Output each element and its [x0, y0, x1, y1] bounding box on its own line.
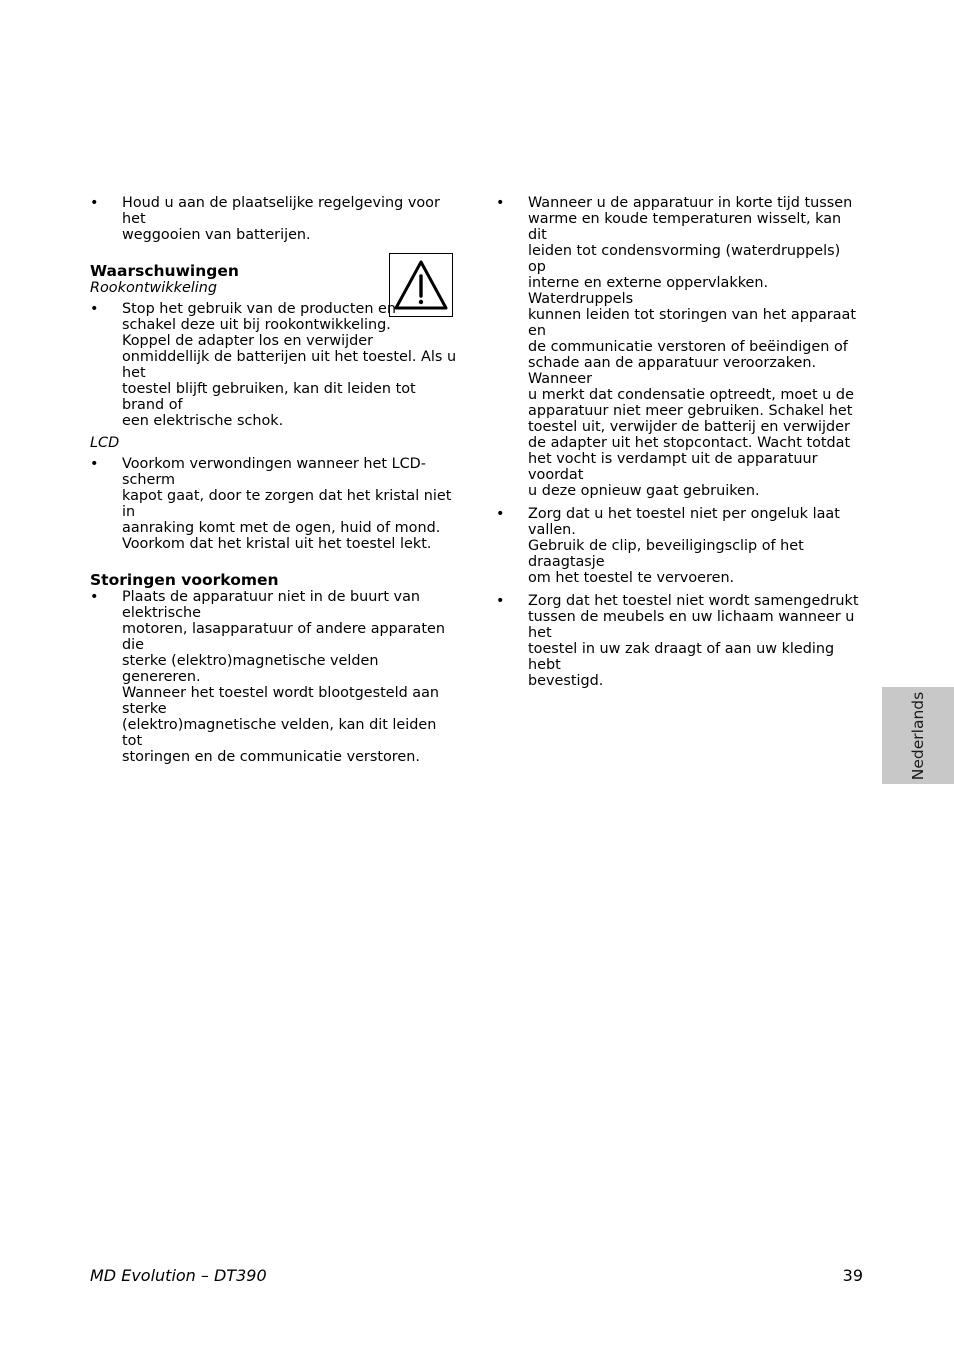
text-line: toestel in uw zak draagt of aan uw kleding hebt	[528, 641, 835, 673]
text-line: aanraking komt met de ogen, huid of mond.	[122, 520, 441, 536]
bullet-condensation	[496, 195, 862, 499]
bullet-smoke	[90, 301, 460, 429]
bullet-battery-disposal	[90, 195, 460, 243]
subheading-smoke: Rookontwikkeling	[90, 280, 218, 296]
text-line: motoren, lasapparatuur of andere apparaten die	[122, 621, 445, 653]
text-line: om het toestel te vervoeren.	[528, 570, 735, 586]
text-line: kapot gaat, door te zorgen dat het kristal niet in	[122, 488, 452, 520]
text-line: weggooien van batterijen.	[122, 227, 311, 243]
text-line: Houd u aan de plaatselijke regelgeving voor het	[122, 195, 440, 227]
bullet-marker: •	[496, 506, 505, 522]
text-line: bevestigd.	[528, 673, 604, 689]
bullet-marker: •	[90, 195, 99, 211]
subheading-lcd: LCD	[90, 435, 120, 451]
text-line: Voorkom verwondingen wanneer het LCD-scherm	[122, 456, 426, 488]
text-line: Plaats de apparatuur niet in de buurt van elektrische	[122, 589, 421, 621]
text-line: schade aan de apparatuur veroorzaken. Wanneer	[528, 355, 817, 387]
heading-interference: Storingen voorkomen	[90, 571, 279, 589]
footer-title: MD Evolution – DT390	[90, 1266, 267, 1285]
warning-triangle-icon	[389, 253, 453, 317]
text-line: storingen en de communicatie verstoren.	[122, 749, 420, 765]
bullet-marker: •	[496, 195, 505, 211]
text-line: u deze opnieuw gaat gebruiken.	[528, 483, 760, 499]
text-line: Stop het gebruik van de producten en	[122, 301, 397, 317]
text-line: Voorkom dat het kristal uit het toestel lekt.	[122, 536, 432, 552]
text-line: interne en externe oppervlakken. Waterdruppels	[528, 275, 769, 307]
text-line: u merkt dat condensatie optreedt, moet u de	[528, 387, 854, 403]
heading-warnings: Waarschuwingen	[90, 262, 239, 280]
text-line: Zorg dat het toestel niet wordt samengedrukt	[528, 593, 859, 609]
text-line: Wanneer u de apparatuur in korte tijd tussen	[528, 195, 853, 211]
bullet-marker: •	[496, 593, 505, 609]
language-tab	[882, 687, 954, 784]
bullet-lcd	[90, 456, 460, 552]
text-line: Koppel de adapter los en verwijder	[122, 333, 374, 349]
text-line: schakel deze uit bij rookontwikkeling.	[122, 317, 391, 333]
text-line: apparatuur niet meer gebruiken. Schakel het	[528, 403, 853, 419]
bullet-marker: •	[90, 301, 99, 317]
text-line: Wanneer het toestel wordt blootgesteld aan sterke	[122, 685, 440, 717]
right-column	[496, 195, 862, 689]
bullet-marker: •	[90, 456, 99, 472]
text-line: toestel blijft gebruiken, kan dit leiden tot brand of	[122, 381, 416, 413]
text-line: sterke (elektro)magnetische velden genereren.	[122, 653, 379, 685]
text-line: toestel uit, verwijder de batterij en verwijder	[528, 419, 850, 435]
text-line: het vocht is verdampt uit de apparatuur voordat	[528, 451, 818, 483]
language-tab-label: Nederlands	[909, 691, 927, 780]
text-line: tussen de meubels en uw lichaam wanneer u het	[528, 609, 855, 641]
text-line: kunnen leiden tot storingen van het apparaat en	[528, 307, 856, 339]
page-number: 39	[842, 1266, 863, 1285]
text-line: Zorg dat u het toestel niet per ongeluk laat vallen.	[528, 506, 840, 538]
bullet-compression	[496, 593, 862, 689]
text-line: warme en koude temperaturen wisselt, kan dit	[528, 211, 842, 243]
bullet-drop	[496, 506, 862, 586]
warning-triangle-svg	[392, 258, 450, 312]
bullet-marker: •	[90, 589, 99, 605]
bullet-interference	[90, 589, 460, 765]
text-line: onmiddellijk de batterijen uit het toestel. Als u het	[122, 349, 457, 381]
text-line: leiden tot condensvorming (waterdruppels) op	[528, 243, 841, 275]
text-line: de adapter uit het stopcontact. Wacht totdat	[528, 435, 851, 451]
text-line: Gebruik de clip, beveiligingsclip of het draagtasje	[528, 538, 804, 570]
text-line: een elektrische schok.	[122, 413, 284, 429]
text-line: (elektro)magnetische velden, kan dit leiden tot	[122, 717, 437, 749]
text-line: de communicatie verstoren of beëindigen of	[528, 339, 848, 355]
